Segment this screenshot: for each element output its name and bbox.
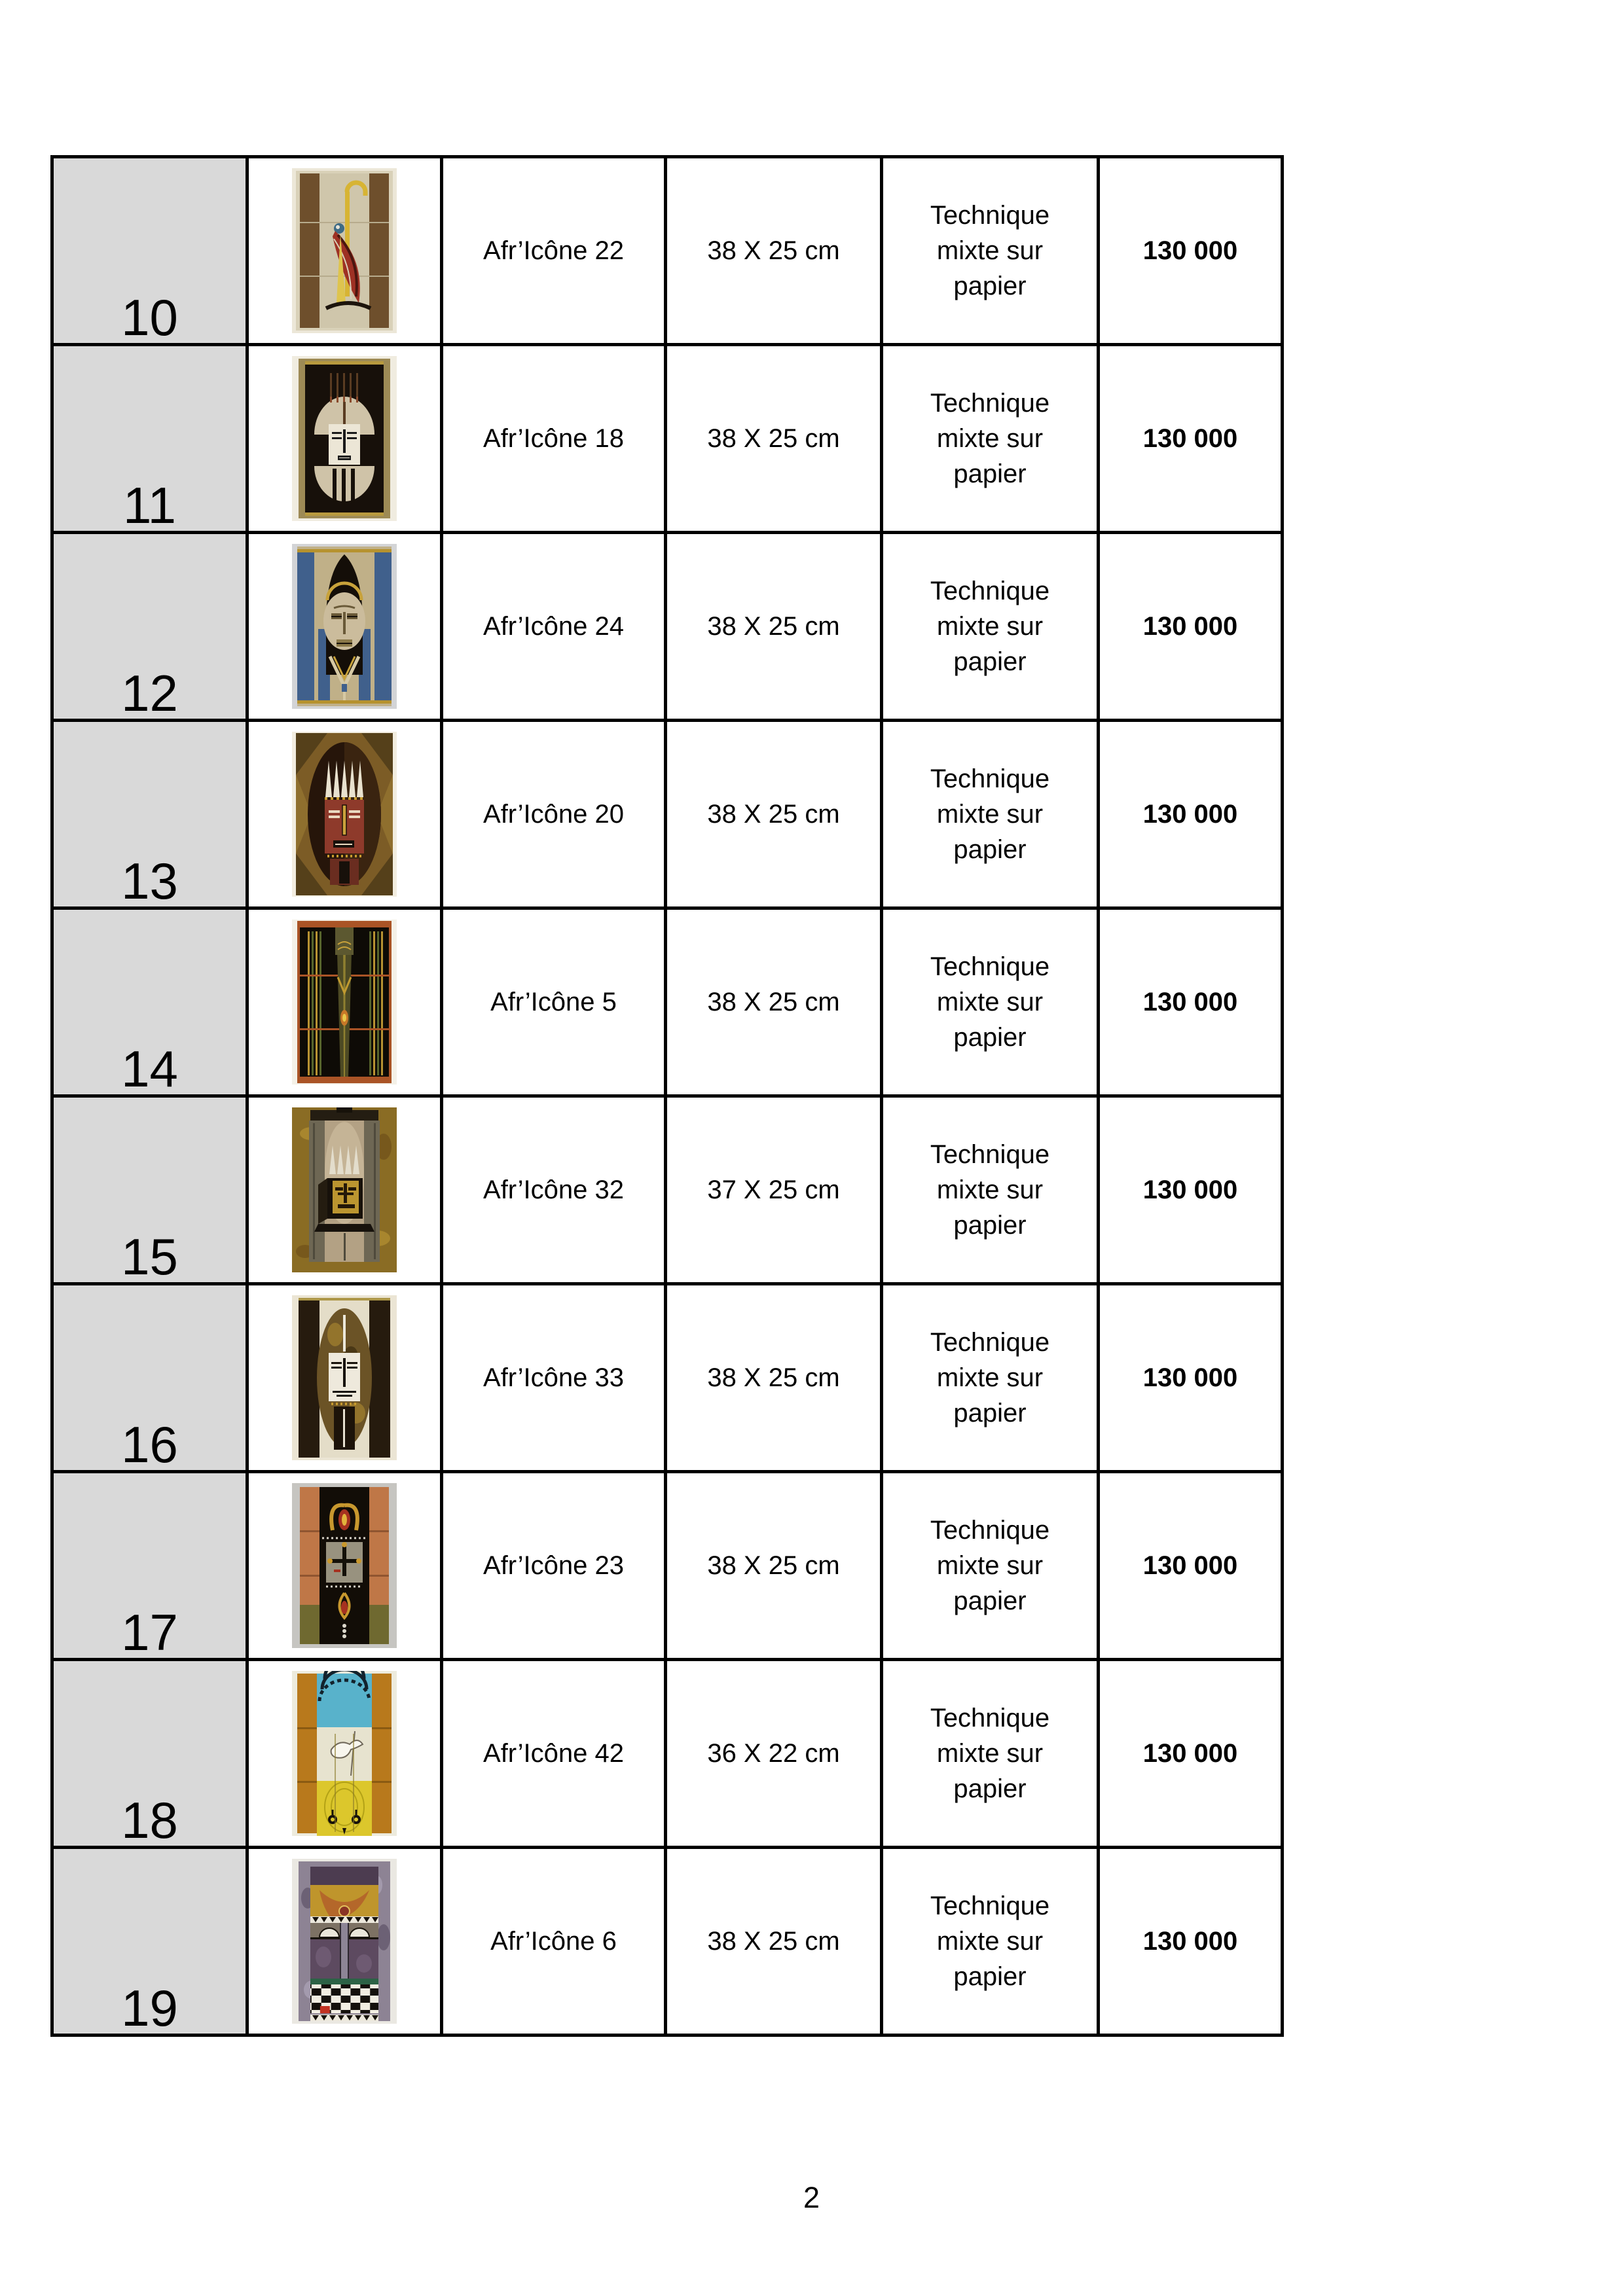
- artwork-image-africone-22: [292, 168, 397, 333]
- title-cell: Afr’Icône 5: [442, 908, 666, 1096]
- title-cell: Afr’Icône 42: [442, 1660, 666, 1848]
- title-cell: Afr’Icône 24: [442, 533, 666, 721]
- technique-line: mixte sur: [936, 1551, 1044, 1580]
- price-cell: 130 000: [1099, 1096, 1283, 1284]
- dimensions-cell: 36 X 22 cm: [666, 1660, 882, 1848]
- technique-cell: [882, 1472, 1099, 1660]
- table-row: [52, 345, 1283, 533]
- artwork-image-africone-32: [292, 1107, 397, 1272]
- artwork-image-africone-20: [292, 732, 397, 897]
- page-number: 2: [803, 2181, 820, 2214]
- table-row: [52, 1472, 1283, 1660]
- technique-line: Technique: [930, 577, 1050, 605]
- technique-line: Technique: [930, 1328, 1050, 1357]
- technique-cell: [882, 908, 1099, 1096]
- technique-line: mixte sur: [936, 1739, 1044, 1768]
- technique-line: mixte sur: [936, 988, 1044, 1016]
- price-cell: 130 000: [1099, 1472, 1283, 1660]
- technique-line: Technique: [930, 1516, 1050, 1545]
- artwork-cell: [247, 157, 442, 345]
- title-cell: Afr’Icône 33: [442, 1284, 666, 1472]
- dimensions-cell: 38 X 25 cm: [666, 1472, 882, 1660]
- price-cell: 130 000: [1099, 1848, 1283, 2036]
- artwork-image-africone-42: [292, 1671, 397, 1836]
- artwork-cell: [247, 1660, 442, 1848]
- technique-line: Technique: [930, 201, 1050, 230]
- technique-line: papier: [953, 1774, 1027, 1803]
- table-row: [52, 157, 1283, 345]
- table-row: [52, 1660, 1283, 1848]
- dimensions-cell: 38 X 25 cm: [666, 157, 882, 345]
- table-row: [52, 1848, 1283, 2036]
- artwork-cell: [247, 1848, 442, 2036]
- technique-line: papier: [953, 1399, 1027, 1427]
- title-cell: Afr’Icône 23: [442, 1472, 666, 1660]
- technique-cell: [882, 1848, 1099, 2036]
- technique-line: papier: [953, 1023, 1027, 1052]
- dimensions-cell: 38 X 25 cm: [666, 533, 882, 721]
- technique-line: mixte sur: [936, 800, 1044, 829]
- artwork-image-africone-23: [292, 1483, 397, 1648]
- table-row: [52, 533, 1283, 721]
- artwork-cell: [247, 533, 442, 721]
- technique-line: papier: [953, 647, 1027, 676]
- technique-cell: [882, 1284, 1099, 1472]
- technique-line: papier: [953, 272, 1027, 300]
- technique-line: Technique: [930, 1892, 1050, 1920]
- row-number-cell: 10: [52, 157, 247, 345]
- table-row: [52, 1096, 1283, 1284]
- technique-line: mixte sur: [936, 1363, 1044, 1392]
- artwork-image-africone-18: [292, 356, 397, 521]
- price-cell: 130 000: [1099, 908, 1283, 1096]
- dimensions-cell: 38 X 25 cm: [666, 345, 882, 533]
- dimensions-cell: 38 X 25 cm: [666, 1848, 882, 2036]
- artwork-cell: [247, 721, 442, 908]
- row-number-cell: 15: [52, 1096, 247, 1284]
- table-row: [52, 721, 1283, 908]
- technique-cell: [882, 1096, 1099, 1284]
- technique-cell: [882, 1660, 1099, 1848]
- technique-line: Technique: [930, 1704, 1050, 1732]
- table-row: [52, 908, 1283, 1096]
- row-number-cell: 16: [52, 1284, 247, 1472]
- technique-line: mixte sur: [936, 236, 1044, 265]
- technique-line: papier: [953, 1587, 1027, 1615]
- price-cell: 130 000: [1099, 1660, 1283, 1848]
- technique-cell: [882, 157, 1099, 345]
- technique-line: Technique: [930, 389, 1050, 418]
- dimensions-cell: 38 X 25 cm: [666, 1284, 882, 1472]
- technique-line: papier: [953, 1962, 1027, 1991]
- dimensions-cell: 38 X 25 cm: [666, 908, 882, 1096]
- technique-cell: [882, 533, 1099, 721]
- technique-line: papier: [953, 1211, 1027, 1240]
- technique-cell: [882, 721, 1099, 908]
- artwork-image-africone-33: [292, 1295, 397, 1460]
- artwork-cell: [247, 1096, 442, 1284]
- table-row: [52, 1284, 1283, 1472]
- price-cell: 130 000: [1099, 345, 1283, 533]
- artwork-cell: [247, 345, 442, 533]
- title-cell: Afr’Icône 22: [442, 157, 666, 345]
- row-number-cell: 12: [52, 533, 247, 721]
- dimensions-cell: 37 X 25 cm: [666, 1096, 882, 1284]
- artwork-cell: [247, 1284, 442, 1472]
- technique-line: mixte sur: [936, 1927, 1044, 1956]
- price-cell: 130 000: [1099, 157, 1283, 345]
- artwork-cell: [247, 908, 442, 1096]
- row-number-cell: 17: [52, 1472, 247, 1660]
- technique-line: Technique: [930, 764, 1050, 793]
- row-number-cell: 13: [52, 721, 247, 908]
- technique-line: papier: [953, 459, 1027, 488]
- price-cell: 130 000: [1099, 1284, 1283, 1472]
- title-cell: Afr’Icône 32: [442, 1096, 666, 1284]
- technique-line: mixte sur: [936, 424, 1044, 453]
- technique-line: mixte sur: [936, 612, 1044, 641]
- price-cell: 130 000: [1099, 533, 1283, 721]
- artwork-catalog-table: [50, 155, 1284, 2037]
- dimensions-cell: 38 X 25 cm: [666, 721, 882, 908]
- row-number-cell: 11: [52, 345, 247, 533]
- row-number-cell: 18: [52, 1660, 247, 1848]
- artwork-image-africone-6: [292, 1859, 397, 2024]
- artwork-image-africone-24: [292, 544, 397, 709]
- title-cell: Afr’Icône 6: [442, 1848, 666, 2036]
- title-cell: Afr’Icône 20: [442, 721, 666, 908]
- price-cell: 130 000: [1099, 721, 1283, 908]
- row-number-cell: 19: [52, 1848, 247, 2036]
- title-cell: Afr’Icône 18: [442, 345, 666, 533]
- technique-line: mixte sur: [936, 1175, 1044, 1204]
- row-number-cell: 14: [52, 908, 247, 1096]
- artwork-image-africone-5: [292, 920, 397, 1085]
- artwork-cell: [247, 1472, 442, 1660]
- technique-cell: [882, 345, 1099, 533]
- technique-line: Technique: [930, 1140, 1050, 1169]
- technique-line: papier: [953, 835, 1027, 864]
- technique-line: Technique: [930, 952, 1050, 981]
